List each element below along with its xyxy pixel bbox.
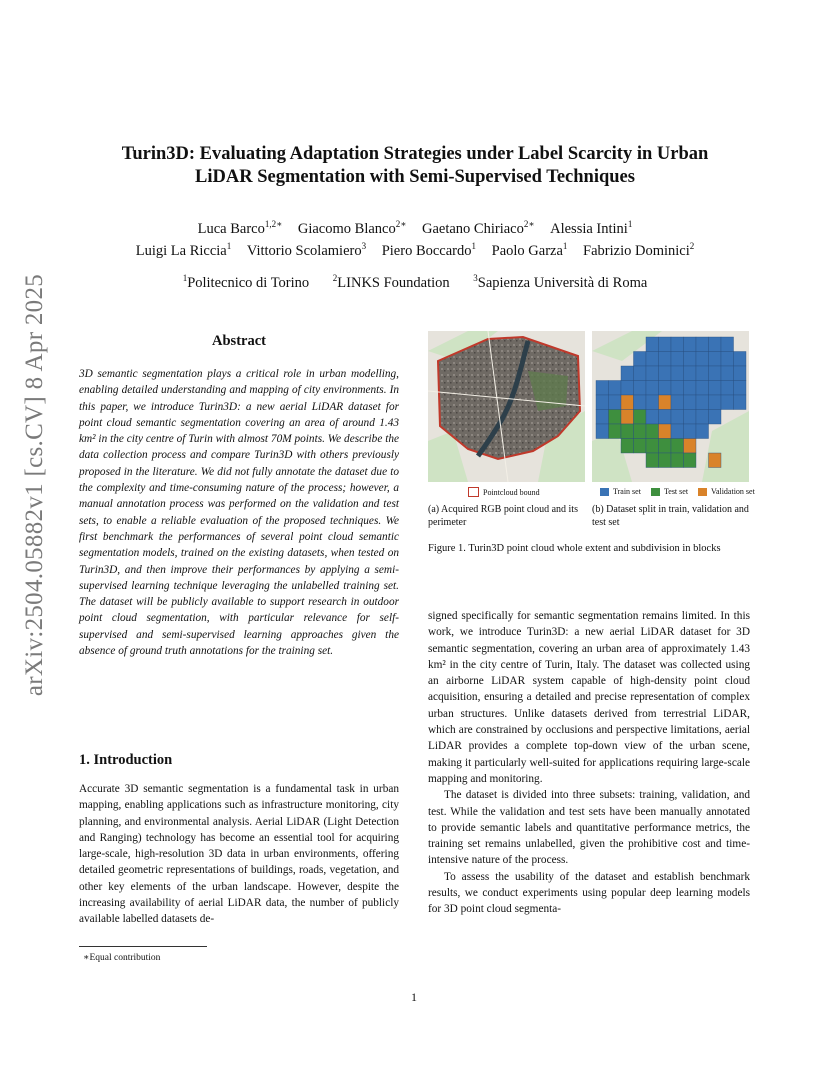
arxiv-stamp-text: arXiv:2504.05882v1 [cs.CV] 8 Apr 2025 <box>21 273 48 697</box>
split-block <box>709 352 722 367</box>
split-block <box>671 410 684 425</box>
split-block <box>596 410 609 425</box>
split-block <box>696 352 709 367</box>
split-block <box>659 453 672 468</box>
split-block <box>596 395 609 410</box>
legend-swatch-train <box>600 488 609 496</box>
figure-1b-legend <box>600 487 755 496</box>
intro-text: Accurate 3D semantic segmentation is a fundamental task in urban mapping, enabling applications such as infrastructure monitoring, city planning, and environmental analysis. Aerial LiDAR (Light Detection and Ranging) technology has become an essential tool for acquiring large-scale, high-resolution 3D data in urban environments, offering detailed geometric representations of buildings, roads, vegetation, and other key elements of the urban landscape. However, despite the increasing availability of aerial LiDAR data, the number of publicly available labelled datasets de- <box>79 783 399 926</box>
split-block <box>671 337 684 352</box>
split-block <box>709 453 722 468</box>
split-block <box>721 366 734 381</box>
split-block <box>696 366 709 381</box>
split-block <box>659 424 672 439</box>
split-block <box>609 381 622 396</box>
affiliations <box>70 275 760 292</box>
split-block <box>684 352 697 367</box>
split-block <box>634 410 647 425</box>
split-block <box>671 439 684 454</box>
footnote: ∗Equal contribution <box>83 953 161 963</box>
split-block <box>671 366 684 381</box>
split-block <box>734 381 747 396</box>
legend-label: Pointcloud bound <box>483 487 540 497</box>
split-block <box>671 395 684 410</box>
paper-title <box>90 143 740 189</box>
author: Luigi La Riccia$^1$ <box>135 241 232 259</box>
split-block <box>659 381 672 396</box>
split-block <box>634 424 647 439</box>
split-block <box>709 410 722 425</box>
abstract-text: 3D semantic segmentation plays a critical role in urban modelling, enabling detailed understanding and mapping of city environments. In this paper, we introduce Turin3D: a new aerial LiDAR dataset for point cloud semantic segmentation covering an area of around 1.43 km² in the city centre of Turin with almost 70M points. We describe the data collection process and compare Turin3D with others previously proposed in the literature. We did not fully annotate the dataset due to the complexity and time-consuming nature of the process; however, a manual annotation process was performed on the validation and test sets, to enable a reliable evaluation of the proposed techniques. We first benchmark the performances of several point cloud semantic segmentation models, trained on the existing datasets, when tested on Turin3D, and then improve their performances by applying a semi-supervised learning technique leveraging the unlabelled training set. The dataset will be publicly available to support research in outdoor point cloud segmentation, with particular relevance for self-supervised and semi-supervised learning approaches given the absence of ground truth annotations for the training set. <box>79 368 399 658</box>
split-block <box>646 439 659 454</box>
split-block <box>646 410 659 425</box>
title-line-1: Turin3D: Evaluating Adaptation Strategies under Label Scarcity in Urban <box>121 144 709 164</box>
author: Giacomo Blanco$^{2∗}$ <box>297 219 407 237</box>
arxiv-stamp <box>10 273 60 697</box>
split-block <box>721 337 734 352</box>
split-block <box>684 395 697 410</box>
split-block <box>684 337 697 352</box>
split-block <box>646 352 659 367</box>
figure-1b-image <box>592 331 749 482</box>
abstract-heading: Abstract <box>212 333 266 349</box>
right-column-text <box>428 608 750 918</box>
author: Luca Barco$^{1,2∗}$ <box>197 219 283 237</box>
split-block <box>609 410 622 425</box>
split-block <box>734 352 747 367</box>
split-block <box>646 424 659 439</box>
title-line-2: LiDAR Segmentation with Semi-Supervised Techniques <box>195 167 635 187</box>
author-row-1 <box>70 218 760 240</box>
split-block <box>696 381 709 396</box>
page-number: 1 <box>411 990 417 1004</box>
legend-label: Train set <box>613 487 641 496</box>
split-block <box>671 424 684 439</box>
author-row-2 <box>70 240 760 262</box>
split-block <box>609 424 622 439</box>
legend-label: Test set <box>663 487 689 496</box>
split-block <box>646 453 659 468</box>
paragraph: The dataset is divided into three subsets: training, validation, and test. While the validation and test sets have been manually annotated to provide semantic labels and quantitative performance metrics, the training set remains unlabelled, given the prohibitive cost and time-intensive nature of the process. <box>428 789 750 867</box>
split-block <box>696 395 709 410</box>
split-block <box>734 395 747 410</box>
figure-1b-caption: (b) Dataset split in train, validation and test set <box>592 504 749 528</box>
split-block <box>684 439 697 454</box>
legend-swatch-test <box>651 488 660 496</box>
split-block <box>634 352 647 367</box>
split-block <box>671 453 684 468</box>
split-block <box>684 453 697 468</box>
legend-swatch-bound <box>468 487 479 497</box>
split-block <box>621 395 634 410</box>
author: Fabrizio Dominici$^2$ <box>583 241 695 259</box>
author: Piero Boccardo$^1$ <box>381 241 477 259</box>
affiliation: $^2$LINKS Foundation <box>332 273 450 291</box>
split-block <box>709 366 722 381</box>
split-block <box>734 366 747 381</box>
split-block <box>659 366 672 381</box>
split-block <box>659 439 672 454</box>
split-block <box>721 381 734 396</box>
author-list <box>70 218 760 262</box>
paragraph: signed specifically for semantic segmentation remains limited. In this work, we introduce Turin3D: a new aerial LiDAR dataset for 3D semantic segmentation, covering an urban area of approximately 1.43 km² in the city centre of Turin, Italy. The dataset was collected using an airborne LiDAR system capable of high-density point cloud acquisition, ensuring a detailed and precise representation of complex urban structures. Unlike datasets derived from terrestrial LiDAR, which are constrained by occlusions and perspective limitations, aerial LiDAR provides a complete top-down view of the urban scene, making it particularly well-suited for applications requiring large-scale mapping and monitoring. <box>428 610 750 785</box>
author: Alessia Intini$^1$ <box>550 219 633 237</box>
split-block <box>721 352 734 367</box>
legend-label: Validation set <box>711 487 755 496</box>
split-block <box>684 381 697 396</box>
split-block <box>684 410 697 425</box>
split-block <box>621 424 634 439</box>
split-block <box>596 424 609 439</box>
split-block <box>684 366 697 381</box>
split-block <box>709 395 722 410</box>
intro-heading: 1. Introduction <box>79 752 173 768</box>
figure-1-caption: Figure 1. Turin3D point cloud whole extent and subdivision in blocks <box>428 543 721 554</box>
split-block <box>646 366 659 381</box>
split-block <box>621 410 634 425</box>
split-block <box>696 337 709 352</box>
split-block <box>696 424 709 439</box>
split-block <box>659 410 672 425</box>
split-block <box>659 337 672 352</box>
footnote-rule <box>79 946 207 947</box>
affiliation: $^1$Politecnico di Torino <box>182 273 310 291</box>
figure-1a-caption: (a) Acquired RGB point cloud and its perimeter <box>428 504 578 528</box>
split-block <box>721 395 734 410</box>
split-block <box>709 381 722 396</box>
split-block <box>596 381 609 396</box>
split-block <box>659 395 672 410</box>
split-block <box>659 352 672 367</box>
split-block <box>671 381 684 396</box>
author: Paolo Garza$^1$ <box>491 241 568 259</box>
split-block <box>609 395 622 410</box>
figure-1a-image <box>428 331 585 482</box>
author: Gaetano Chiriaco$^{2∗}$ <box>421 219 535 237</box>
split-block <box>709 337 722 352</box>
split-block <box>634 381 647 396</box>
split-block <box>634 395 647 410</box>
paragraph: To assess the usability of the dataset and establish benchmark results, we conduct experiments using popular deep learning models for 3D point cloud segmenta- <box>428 870 750 916</box>
split-block <box>621 439 634 454</box>
split-block <box>671 352 684 367</box>
split-block <box>696 410 709 425</box>
split-block <box>621 366 634 381</box>
split-block <box>684 424 697 439</box>
split-block <box>634 439 647 454</box>
author: Vittorio Scolamiero$^3$ <box>246 241 367 259</box>
affiliation: $^3$Sapienza Università di Roma <box>473 273 648 291</box>
split-block <box>634 366 647 381</box>
legend-swatch-validation <box>698 488 707 496</box>
split-block <box>621 381 634 396</box>
split-block <box>646 381 659 396</box>
split-block <box>646 337 659 352</box>
figure-1a-legend <box>468 487 540 497</box>
split-block <box>646 395 659 410</box>
